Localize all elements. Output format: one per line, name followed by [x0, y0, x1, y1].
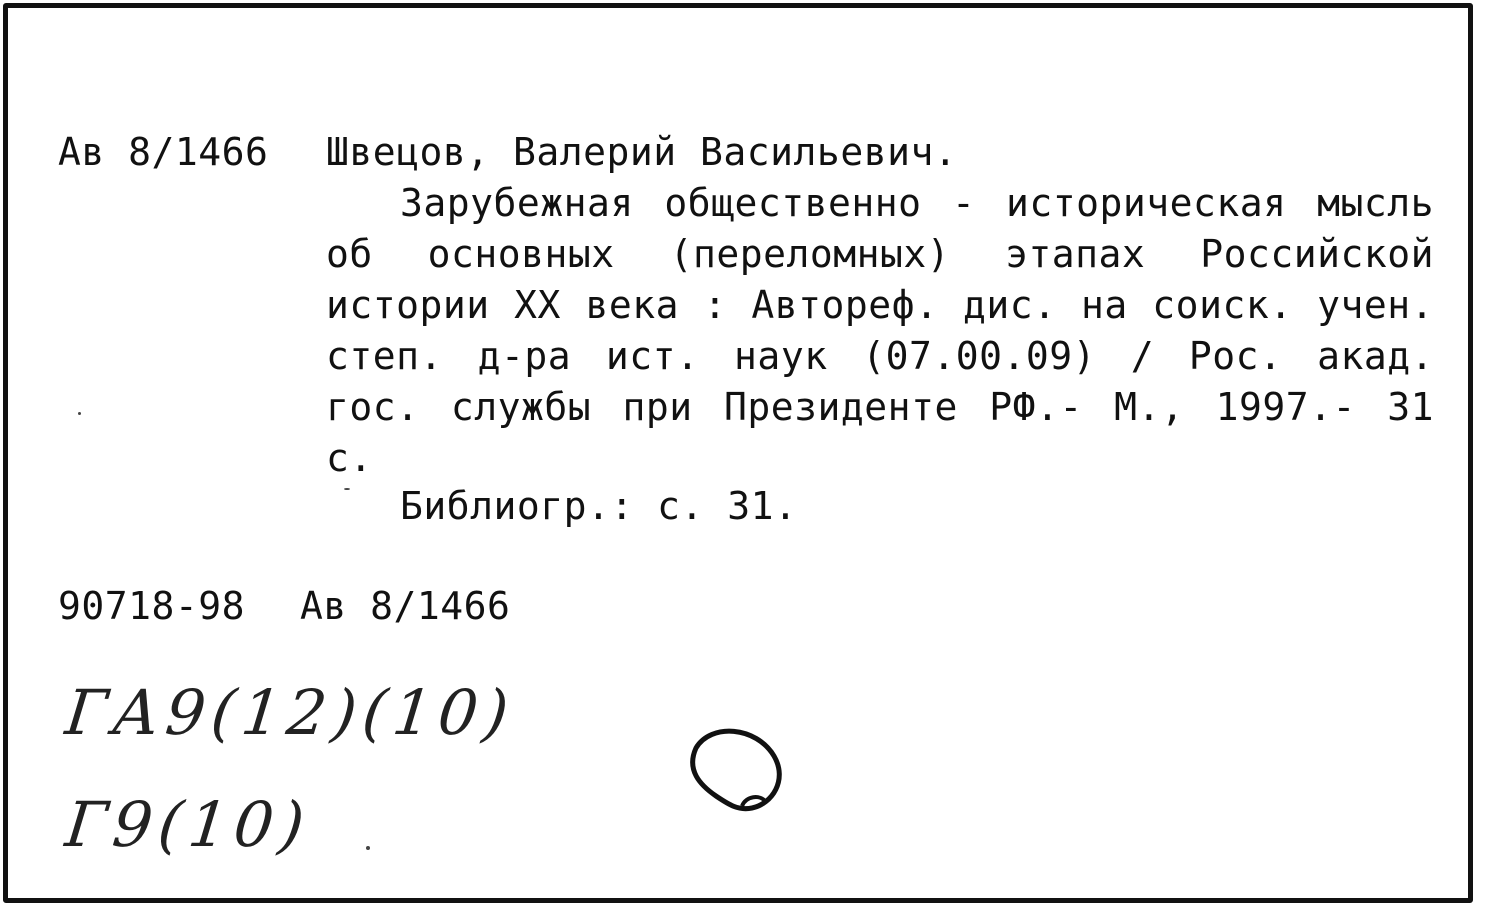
- speck-mark: [344, 488, 350, 490]
- speck-mark: [366, 846, 370, 850]
- library-stamp-mark: [676, 718, 792, 818]
- handwritten-classification-2: Г9(10): [62, 788, 314, 861]
- accession-shelf-mark: Ав 8/1466: [300, 584, 511, 628]
- shelf-mark: Ав 8/1466: [58, 130, 269, 174]
- accession-number: 90718-98: [58, 584, 246, 628]
- bibliography-note: Библиогр.: с. 31.: [400, 484, 798, 528]
- speck-mark: [78, 412, 81, 415]
- handwritten-classification-1: ГА9(12)(10): [62, 676, 518, 749]
- author-heading: Швецов, Валерий Васильевич.: [326, 130, 958, 174]
- bibliographic-description: Зарубежная общественно - историческая мысль об основных (переломных) этапах Российской истории XX века : Автореф. дис. на соиск. учен. степ. д-ра ист. наук (07.00.09) / Рос. акад. гос. службы при Президенте РФ.- М., 1997.- 31 с.: [326, 181, 1434, 480]
